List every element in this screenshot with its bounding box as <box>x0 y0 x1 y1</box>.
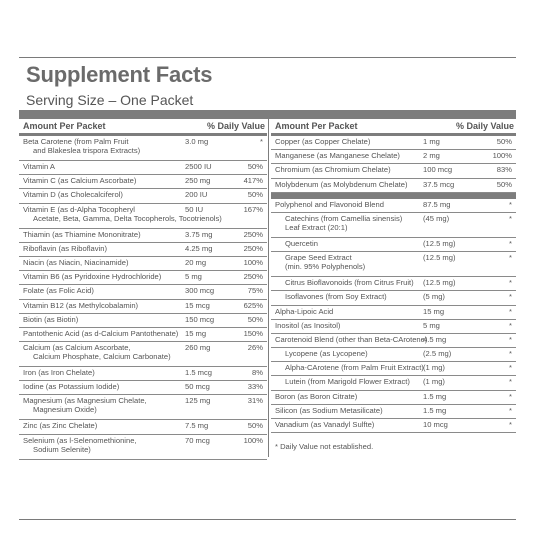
nutrient-amount: 1.5 mg <box>423 391 447 401</box>
header-bar <box>19 110 516 119</box>
nutrient-row <box>19 189 267 203</box>
nutrient-amount: (2.5 mg) <box>423 349 452 359</box>
nutrient-dv: 167% <box>243 204 263 214</box>
nutrient-name: Calcium (as Calcium Ascorbate, <box>23 343 131 353</box>
nutrient-row <box>19 285 267 299</box>
nutrient-dv: * <box>509 377 512 387</box>
nutrient-row <box>271 362 516 376</box>
nutrient-dv: 625% <box>243 300 263 310</box>
nutrient-name: Thiamin (as Thiamine Mononitrate) <box>23 229 141 239</box>
nutrient-dv: * <box>509 278 512 288</box>
left-column <box>19 119 267 460</box>
nutrient-amount: 150 mcg <box>185 314 215 324</box>
nutrient-name: Magnesium (as Magnesium Chelate, <box>23 396 147 406</box>
nutrient-name: Boron (as Boron Citrate) <box>275 391 358 401</box>
nutrient-name: Manganese (as Manganese Chelate) <box>275 151 400 161</box>
column-header <box>271 119 516 133</box>
nutrient-dv: * <box>509 238 512 248</box>
nutrient-dv: * <box>509 349 512 359</box>
nutrient-detail: Calcium Phosphate, Calcium Carbonate) <box>33 352 171 362</box>
nutrient-row <box>271 306 516 320</box>
nutrient-amount: 1.5 mg <box>423 405 447 415</box>
nutrient-name: Molybdenum (as Molybdenum Chelate) <box>275 179 408 189</box>
nutrient-dv: 31% <box>247 396 263 406</box>
nutrient-dv: * <box>509 391 512 401</box>
nutrient-row <box>19 367 267 381</box>
nutrient-name: Alpha-Lipoic Acid <box>275 306 334 316</box>
nutrient-amount: (5 mg) <box>423 292 445 302</box>
nutrient-amount: 2500 IU <box>185 162 212 171</box>
dv-header: % Daily Value <box>455 121 514 131</box>
nutrient-row <box>19 328 267 342</box>
amount-header: Amount Per Packet <box>275 121 358 131</box>
nutrient-dv: * <box>509 306 512 316</box>
nutrient-row <box>271 320 516 334</box>
nutrient-row <box>271 136 516 150</box>
nutrient-name: Riboflavin (as Riboflavin) <box>23 243 107 253</box>
nutrient-row <box>271 252 516 277</box>
nutrient-name: Chromium (as Chromium Chelate) <box>275 165 391 175</box>
nutrient-dv: 8% <box>252 368 263 378</box>
nutrient-amount: 250 mg <box>185 176 211 186</box>
nutrient-name: Copper (as Copper Chelate) <box>275 137 371 146</box>
nutrient-amount: 5 mg <box>185 272 202 282</box>
nutrient-name: Vitamin E (as d-Alpha Tocopheryl <box>23 204 135 214</box>
nutrient-dv: * <box>509 405 512 415</box>
nutrient-row <box>271 291 516 305</box>
nutrient-name: Zinc (as Zinc Chelate) <box>23 421 98 431</box>
nutrient-row <box>271 199 516 213</box>
nutrient-amount: 87.5 mg <box>423 199 451 209</box>
nutrient-amount: (12.5 mg) <box>423 253 456 263</box>
nutrient-amount: (1 mg) <box>423 363 445 373</box>
nutrient-row <box>19 381 267 395</box>
nutrient-name: Vitamin D (as Cholecalciferol) <box>23 190 123 200</box>
nutrient-name: Vitamin B12 (as Methylcobalamin) <box>23 300 139 310</box>
nutrient-dv: 50% <box>247 162 263 171</box>
nutrient-row <box>271 164 516 178</box>
column-divider <box>268 119 269 457</box>
nutrient-dv: * <box>509 420 512 429</box>
nutrient-amount: 50 IU <box>185 204 204 214</box>
nutrient-dv: 100% <box>243 257 263 267</box>
nutrient-dv: 50% <box>247 421 263 431</box>
nutrient-row <box>271 238 516 252</box>
nutrient-row <box>271 150 516 164</box>
nutrient-name: Beta Carotene (from Palm Fruit <box>23 137 129 146</box>
footnote: * Daily Value not established. <box>275 442 374 451</box>
nutrient-row <box>271 376 516 390</box>
nutrient-amount: 10 mcg <box>423 420 448 429</box>
nutrient-name: Iodine (as Potassium Iodide) <box>23 382 120 392</box>
nutrient-row <box>271 179 516 193</box>
nutrient-row <box>19 271 267 285</box>
nutrient-dv: * <box>509 334 512 344</box>
nutrient-name: Vanadium (as Vanadyl Sulfte) <box>275 420 375 429</box>
amount-header: Amount Per Packet <box>23 121 106 131</box>
nutrient-dv: 417% <box>243 176 263 186</box>
nutrient-name: Iron (as Iron Chelate) <box>23 368 95 378</box>
nutrient-name: Alpha-CArotene (from Palm Fruit Extract) <box>285 363 424 373</box>
nutrient-amount: (12.5 mg) <box>423 278 456 288</box>
nutrient-row <box>19 204 267 229</box>
nutrient-amount: 125 mg <box>185 396 211 406</box>
nutrient-amount: 2 mg <box>423 151 440 161</box>
nutrient-dv: 100% <box>492 151 512 161</box>
nutrient-dv: * <box>509 213 512 223</box>
nutrient-name: Citrus Bioflavonoids (from Citrus Fruit) <box>285 278 414 288</box>
nutrient-row <box>19 175 267 189</box>
nutrient-dv: 83% <box>496 165 512 175</box>
page-title: Supplement Facts <box>26 62 213 87</box>
nutrient-dv: * <box>509 253 512 263</box>
nutrient-dv: 50% <box>496 137 512 146</box>
nutrient-detail: Acetate, Beta, Gamma, Delta Tocopherols, Tocotrienols) <box>33 213 222 223</box>
nutrient-row <box>271 334 516 348</box>
nutrient-name: Niacin (as Niacin, Niacinamide) <box>23 257 129 267</box>
nutrient-amount: 200 IU <box>185 190 208 200</box>
nutrient-amount: (12.5 mg) <box>423 238 456 248</box>
nutrient-dv: * <box>260 137 263 146</box>
nutrient-row <box>19 420 267 434</box>
nutrient-name: Isoflavones (from Soy Extract) <box>285 292 387 302</box>
nutrient-amount: (1 mg) <box>423 377 445 387</box>
nutrient-name: Vitamin B6 (as Pyridoxine Hydrochloride) <box>23 272 162 282</box>
nutrient-row <box>271 391 516 405</box>
nutrient-name: Catechins (from Camellia sinensis) <box>285 213 403 223</box>
nutrient-dv: 50% <box>496 179 512 189</box>
nutrient-row <box>271 419 516 433</box>
nutrient-name: Folate (as Folic Acid) <box>23 286 94 296</box>
nutrient-detail: Sodium Selenite) <box>33 444 91 454</box>
nutrient-dv: 150% <box>243 328 263 338</box>
nutrient-dv: * <box>509 320 512 330</box>
nutrient-amount: 20 mg <box>185 257 207 267</box>
nutrient-dv: 250% <box>243 243 263 253</box>
nutrient-amount: 4.5 mg <box>423 334 447 344</box>
nutrient-amount: 4.25 mg <box>185 243 213 253</box>
nutrient-dv: 75% <box>247 286 263 296</box>
nutrient-detail: (min. 95% Polyphenols) <box>285 262 366 272</box>
nutrient-row <box>19 435 267 460</box>
nutrient-row <box>19 229 267 243</box>
nutrient-dv: 50% <box>247 314 263 324</box>
nutrient-amount: 15 mg <box>423 306 445 316</box>
nutrient-name: Biotin (as Biotin) <box>23 314 79 324</box>
serving-size: Serving Size – One Packet <box>26 92 194 108</box>
nutrient-name: Selenium (as l-Selenomethionine, <box>23 435 137 445</box>
column-header <box>19 119 267 133</box>
nutrient-name: Quercetin <box>285 238 318 248</box>
nutrient-amount: 1 mg <box>423 137 440 146</box>
nutrient-name: Lycopene (as Lycopene) <box>285 349 368 359</box>
nutrient-amount: 100 mcg <box>423 165 453 175</box>
nutrient-dv: * <box>509 363 512 373</box>
nutrient-amount: 260 mg <box>185 343 211 353</box>
nutrient-amount: 300 mcg <box>185 286 215 296</box>
right-column <box>271 119 516 433</box>
nutrient-name: Vitamin A <box>23 162 55 171</box>
nutrient-amount: 70 mcg <box>185 435 210 445</box>
nutrient-name: Inositol (as Inositol) <box>275 320 341 330</box>
nutrient-row <box>271 213 516 238</box>
nutrient-detail: and Blakeslea trispora Extracts) <box>33 146 141 155</box>
nutrient-row <box>19 314 267 328</box>
nutrient-row <box>19 161 267 175</box>
nutrient-amount: 7.5 mg <box>185 421 209 431</box>
nutrient-dv: 26% <box>247 343 263 353</box>
nutrient-dv: * <box>509 292 512 302</box>
nutrient-amount: (45 mg) <box>423 213 450 223</box>
nutrient-amount: 15 mg <box>185 328 207 338</box>
nutrient-dv: 50% <box>247 190 263 200</box>
nutrient-row <box>271 277 516 291</box>
nutrient-amount: 1.5 mcg <box>185 368 213 378</box>
nutrient-amount: 37.5 mcg <box>423 179 455 189</box>
nutrient-row <box>19 342 267 367</box>
nutrient-name: Silicon (as Sodium Metasilicate) <box>275 405 383 415</box>
nutrient-dv: * <box>509 199 512 209</box>
nutrient-detail: Magnesium Oxide) <box>33 405 97 415</box>
nutrient-row <box>271 348 516 362</box>
nutrient-row <box>19 136 267 161</box>
nutrient-name: Lutein (from Marigold Flower Extract) <box>285 377 410 387</box>
nutrient-row <box>19 300 267 314</box>
nutrient-row <box>19 257 267 271</box>
nutrient-row <box>19 243 267 257</box>
nutrient-name: Pantothenic Acid (as d-Calcium Pantothenate) <box>23 328 179 338</box>
nutrient-row <box>271 405 516 419</box>
nutrient-dv: 100% <box>243 435 263 445</box>
nutrient-dv: 250% <box>243 229 263 239</box>
nutrient-amount: 5 mg <box>423 320 440 330</box>
nutrient-row <box>19 395 267 420</box>
nutrient-amount: 50 mcg <box>185 382 210 392</box>
nutrient-amount: 15 mcg <box>185 300 210 310</box>
nutrient-name: Grape Seed Extract <box>285 253 352 263</box>
nutrient-dv: 250% <box>243 272 263 282</box>
nutrient-amount: 3.0 mg <box>185 137 209 146</box>
nutrient-detail: Leaf Extract (20:1) <box>285 222 348 232</box>
dv-header: % Daily Value <box>206 121 265 131</box>
nutrient-amount: 3.75 mg <box>185 229 213 239</box>
nutrient-name: Polyphenol and Flavonoid Blend <box>275 199 384 209</box>
nutrient-dv: 33% <box>247 382 263 392</box>
nutrient-name: Carotenoid Blend (other than Beta-CArotene) <box>275 334 428 344</box>
nutrient-name: Vitamin C (as Calcium Ascorbate) <box>23 176 137 186</box>
